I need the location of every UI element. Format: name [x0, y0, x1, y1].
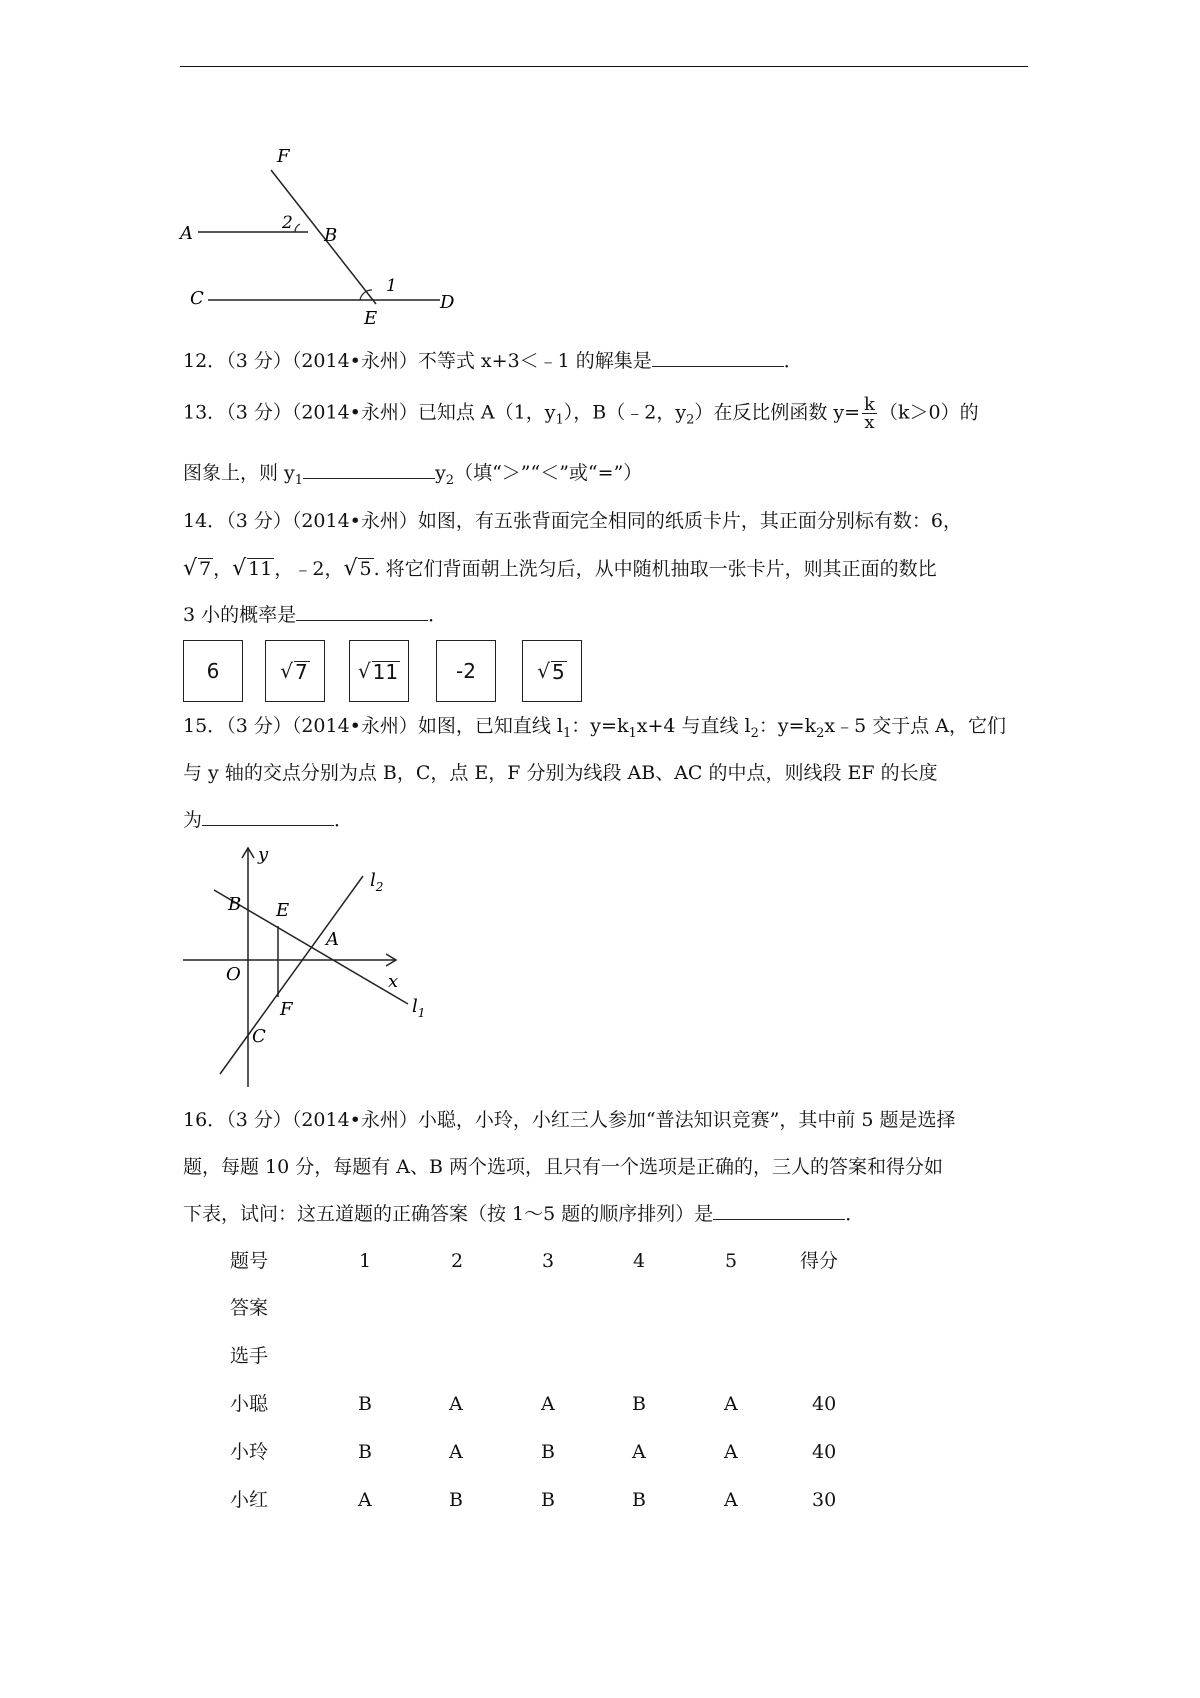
- card-sqrt5: √ 5: [522, 640, 582, 702]
- graph-label-e: E: [276, 900, 290, 921]
- graph-label-y: y: [258, 844, 269, 865]
- header-cell: 1: [359, 1250, 372, 1272]
- table-cell: B: [541, 1441, 555, 1463]
- card-sqrt11: √ 11: [349, 640, 409, 702]
- label-b: B: [324, 225, 338, 246]
- table-cell: B: [358, 1441, 372, 1463]
- graph-label-b: B: [228, 894, 242, 915]
- table-cell: A: [541, 1393, 555, 1415]
- table-cell: A: [449, 1393, 463, 1415]
- angle-1-arc: [360, 290, 372, 300]
- card-sqrt7: √ 7: [265, 640, 325, 702]
- card-6: 6: [183, 640, 243, 702]
- table-cell: B: [449, 1489, 463, 1511]
- question-15-line3: 为 ．: [183, 809, 354, 831]
- table-cell: A: [449, 1441, 463, 1463]
- table-cell: 40: [812, 1393, 837, 1415]
- table-cell: 小红: [230, 1489, 269, 1511]
- label-f: F: [277, 148, 290, 167]
- table-cell: A: [724, 1441, 738, 1463]
- table-cell: A: [724, 1393, 738, 1415]
- header-cell: 4: [633, 1250, 646, 1272]
- label-c: C: [190, 288, 204, 309]
- graph-label-l2: $l_2$: [370, 870, 384, 894]
- graph-label-a: A: [326, 929, 339, 950]
- question-16-line3: 下表，试问：这五道题的正确答案（按 1～5 题的顺序排列）是 ．: [183, 1203, 865, 1225]
- label-d: D: [440, 292, 455, 313]
- card-neg2: -2: [436, 640, 496, 702]
- question-13: 13．（3 分）（2014•永州）已知点 A（1，$y_1$），B（﹣2，$y_2$）在反比例函数 y= $\frac{k}{x}$ （k＞0）的: [183, 394, 979, 433]
- row-label-player: 选手: [230, 1345, 269, 1367]
- answer-blank-15[interactable]: [202, 809, 334, 826]
- label-e: E: [364, 308, 378, 328]
- label-a: A: [180, 223, 193, 244]
- header-cell: 2: [451, 1250, 464, 1272]
- table-cell: B: [358, 1393, 372, 1415]
- question-12: 12．（3 分）（2014•永州）不等式 x+3＜﹣1 的解集是 ．: [183, 350, 803, 372]
- sqrt-11: √ 11: [232, 556, 273, 581]
- graph-label-f: F: [280, 999, 293, 1020]
- header-cell: 3: [542, 1250, 555, 1272]
- question-15: 15．（3 分）（2014•永州）如图，已知直线 $l_1$：$y=k_1x+4$ 与直线 $l_2$：$y=k_2x﹣5$ 交于点 A，它们: [183, 715, 1006, 741]
- table-cell: B: [632, 1393, 646, 1415]
- table-cell: 40: [812, 1441, 837, 1463]
- header-rule: [180, 66, 1028, 67]
- coordinate-graph: [178, 842, 438, 1092]
- table-cell: 小玲: [230, 1441, 269, 1463]
- answer-blank-12[interactable]: [652, 350, 784, 367]
- question-15-line2: 与 y 轴的交点分别为点 B，C，点 E，F 分别为线段 AB、AC 的中点，则线段 EF 的长度: [183, 762, 938, 784]
- sqrt-5: √ 5: [343, 556, 372, 581]
- label-1: 1: [386, 276, 397, 296]
- answer-blank-16[interactable]: [713, 1203, 845, 1220]
- header-cell: 得分: [800, 1250, 839, 1272]
- answer-blank-14[interactable]: [296, 604, 428, 621]
- sqrt-7: √ 7: [183, 556, 212, 581]
- question-14-line3: 3 小的概率是 ．: [183, 604, 448, 626]
- row-label-answer: 答案: [230, 1297, 269, 1319]
- fraction-k-over-x: $\frac{k}{x}$: [864, 394, 875, 433]
- graph-label-l1: $l_1$: [412, 996, 426, 1020]
- label-2: 2: [282, 213, 293, 233]
- table-cell: B: [632, 1489, 646, 1511]
- answer-blank-13[interactable]: [303, 462, 435, 479]
- question-16: 16．（3 分）（2014•永州）小聪，小玲，小红三人参加“普法知识竞赛”，其中前 5 题是选择: [183, 1109, 956, 1131]
- question-16-line2: 题，每题 10 分，每题有 A、B 两个选项，且只有一个选项是正确的，三人的答案和得分如: [183, 1156, 944, 1178]
- graph-label-c: C: [252, 1026, 266, 1047]
- table-cell: 30: [812, 1489, 837, 1511]
- table-cell: B: [541, 1489, 555, 1511]
- graph-label-o: O: [226, 964, 241, 985]
- question-14: 14．（3 分）（2014•永州）如图，有五张背面完全相同的纸质卡片，其正面分别标有数：6，: [183, 510, 962, 532]
- table-cell: A: [358, 1489, 372, 1511]
- question-14-line2: √ 7 ，√ 11 ，﹣2，√ 5 . 将它们背面朝上洗匀后，从中随机抽取一张卡片，则其正面的数比: [183, 556, 937, 581]
- angle-2-arc: [295, 224, 300, 232]
- header-cell: 题号: [230, 1250, 269, 1272]
- table-cell: A: [724, 1489, 738, 1511]
- graph-label-x: x: [388, 971, 399, 992]
- parallel-lines-figure: [178, 148, 478, 328]
- table-cell: 小聪: [230, 1393, 269, 1415]
- question-13-line2: 图象上，则 $y_1$ $y_2$（填“＞”“＜”或“=”）: [183, 462, 643, 488]
- table-cell: A: [632, 1441, 646, 1463]
- header-cell: 5: [725, 1250, 738, 1272]
